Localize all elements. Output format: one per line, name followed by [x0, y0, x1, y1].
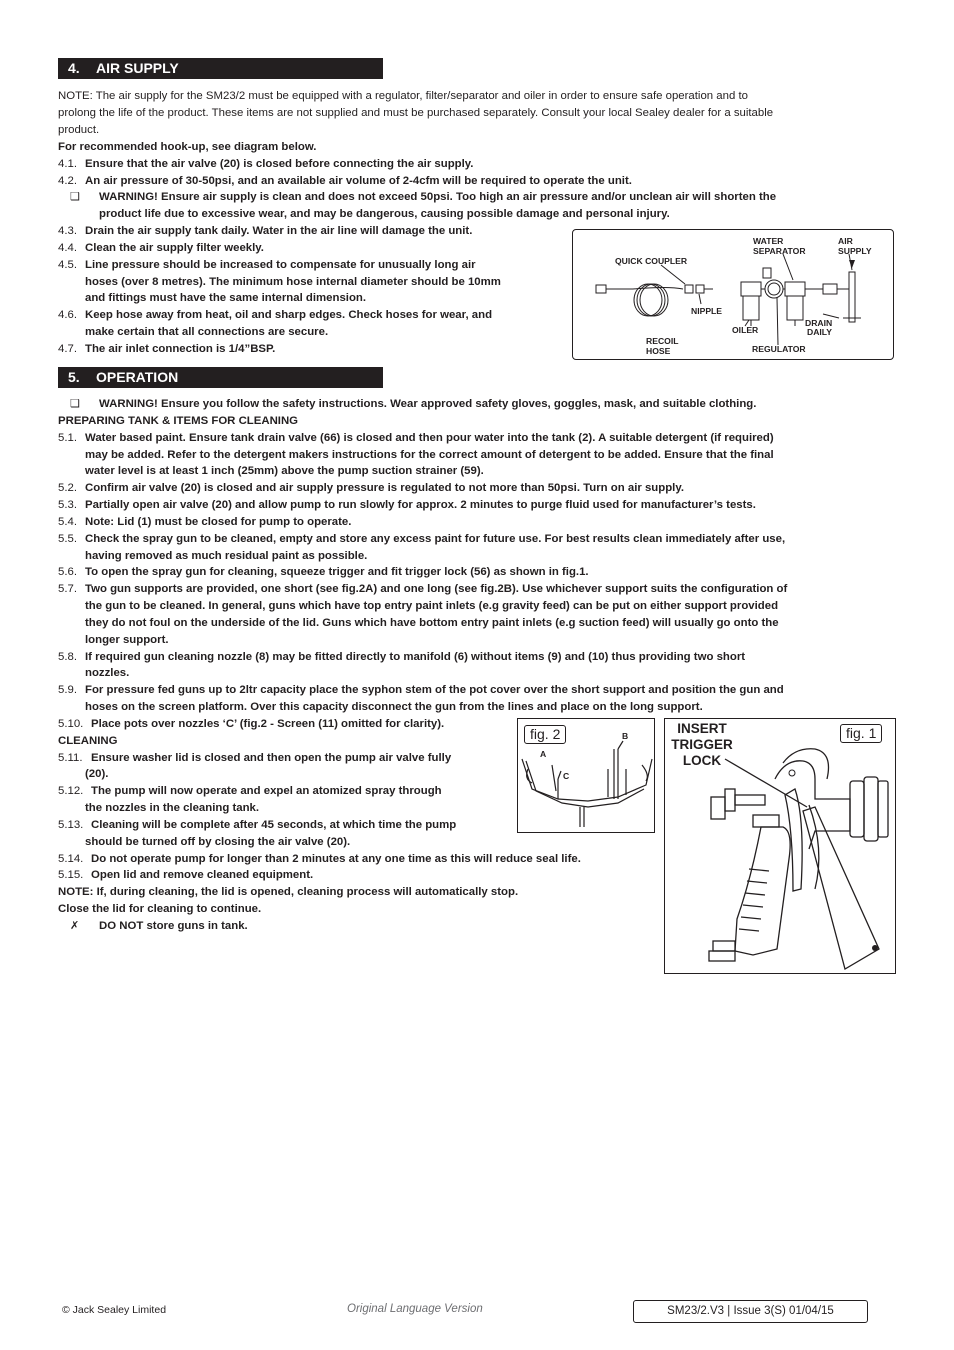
- footer-copyright: © Jack Sealey Limited: [62, 1304, 167, 1316]
- section-title: AIR SUPPLY: [96, 60, 179, 76]
- step-5-1-line-3: water level is at least 1 inch (25mm) above the pump suction strainer (59).: [85, 465, 484, 477]
- step-4-5-line-2: hoses (over 8 metres). The minimum hose internal diameter should be 10mm: [85, 276, 501, 288]
- figure-1: [664, 718, 896, 974]
- step-5-11-line-2: (20).: [85, 768, 109, 780]
- note-2-line-2: Close the lid for cleaning to continue.: [58, 903, 262, 915]
- label-nipple: NIPPLE: [691, 306, 723, 316]
- label-drain: DRAIN: [805, 318, 833, 328]
- warning-line-2: product life due to excessive wear, and may be dangerous, causing possible damage and personal injury.: [99, 208, 670, 220]
- note-line-2: prolong the life of the product. These items are not supplied and must be purchased separately. Consult your local Sealey dealer for a suitable: [58, 107, 774, 119]
- do-not-store: DO NOT store guns in tank.: [99, 920, 248, 932]
- label-b: B: [622, 731, 629, 741]
- label-daily: DAILY: [807, 327, 832, 337]
- step-4-5-line-3: and fittings must have the same internal dimension.: [85, 292, 367, 304]
- label-c: C: [563, 771, 570, 781]
- section-4-header: [58, 58, 383, 79]
- label-separator: SEPARATOR: [753, 246, 806, 256]
- label-a: A: [540, 749, 547, 759]
- hookup-text: For recommended hook-up, see diagram below.: [58, 141, 317, 153]
- gun-supports-drawing: [518, 719, 654, 832]
- cleaning-heading: CLEANING: [58, 735, 118, 747]
- label-recoil: RECOIL: [646, 336, 679, 346]
- label-hose: HOSE: [646, 346, 671, 356]
- fig-2-label: fig. 2: [524, 725, 566, 744]
- section-title: OPERATION: [96, 369, 179, 385]
- step-5-7-line-3: they do not foul on the underside of the lid. Guns which have bottom entry paint inlets (e.g suction feed) will usually go onto the: [85, 617, 779, 629]
- step-5-13-line-2: should be turned off by closing the air valve (20).: [85, 836, 351, 848]
- step-5-7-line-2: the gun to be cleaned. In general, guns which have top entry paint inlets (e.g gravity feed) can be put on either support provided: [85, 600, 779, 612]
- footer-version: Original Language Version: [347, 1303, 483, 1315]
- cross-icon: ✗: [70, 920, 80, 932]
- step-5-1-line-2: may be added. Refer to the detergent makers instructions for the correct amount of detergent to be added. Ensure that the final: [85, 449, 774, 461]
- label-quick-coupler: QUICK COUPLER: [615, 256, 688, 266]
- step-4-6-line-2: make certain that all connections are secure.: [85, 326, 329, 338]
- step-5-5-line-2: having removed as much residual paint as possible.: [85, 550, 368, 562]
- spray-gun-drawing: [665, 719, 895, 973]
- warning-operation: WARNING! Ensure you follow the safety instructions. Wear approved safety gloves, goggles, mask, and suitable clothing.: [99, 398, 757, 410]
- figure-2: [517, 718, 655, 833]
- section-number: 5.: [68, 369, 80, 385]
- warning-bullet: ❑: [70, 398, 80, 410]
- label-regulator: REGULATOR: [752, 344, 806, 354]
- fig-1-label: fig. 1: [840, 724, 882, 743]
- label-air: AIR: [838, 236, 853, 246]
- warning-bullet: ❑: [70, 191, 80, 203]
- step-5-7-line-4: longer support.: [85, 634, 169, 646]
- warning-line-1: WARNING! Ensure air supply is clean and does not exceed 50psi. Too high an air pressure and/or unclean air will shorten the: [99, 191, 777, 203]
- step-5-12-line-2: the nozzles in the cleaning tank.: [85, 802, 260, 814]
- note-line-3: product.: [58, 124, 100, 136]
- section-5-header: [58, 367, 383, 388]
- step-5-9-line-2: hoses on the screen platform. Over this capacity disconnect the gun from the lines and place on the long support.: [85, 701, 703, 713]
- note-2-line-1: NOTE: If, during cleaning, the lid is opened, cleaning process will automatically stop.: [58, 886, 519, 898]
- label-supply: SUPPLY: [838, 246, 872, 256]
- label-oiler: OILER: [732, 325, 759, 335]
- preparing-heading: PREPARING TANK & ITEMS FOR CLEANING: [58, 415, 299, 427]
- footer-doc-ref: SM23/2.V3 | Issue 3(S) 01/04/15: [633, 1300, 868, 1323]
- air-hookup-diagram: [572, 229, 894, 360]
- note-line-1: NOTE: The air supply for the SM23/2 must be equipped with a regulator, filter/separator and oiler in order to ensure safe operation and to: [58, 90, 748, 102]
- insert-trigger-lock-label: INSERT TRIGGER LOCK: [671, 721, 733, 768]
- label-water: WATER: [753, 236, 784, 246]
- section-number: 4.: [68, 60, 80, 76]
- step-5-8-line-2: nozzles.: [85, 667, 130, 679]
